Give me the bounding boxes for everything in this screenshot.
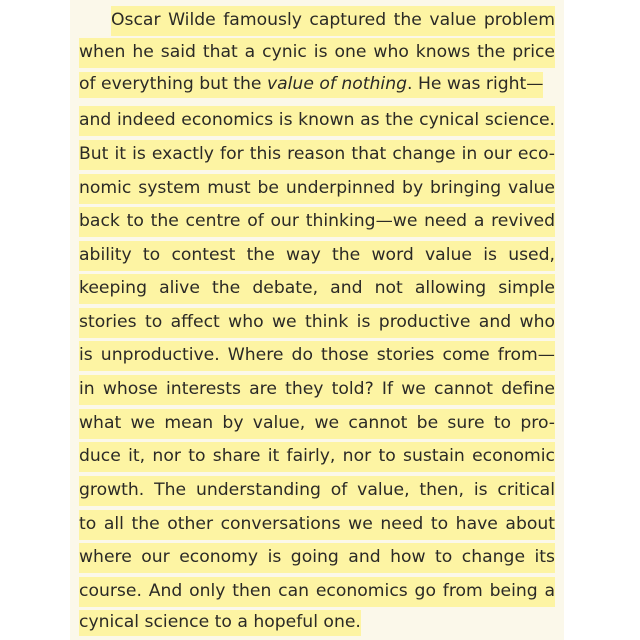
- text-line: [79, 610, 361, 634]
- highlight: stories to affect who we think is productive and who: [79, 308, 555, 338]
- text-line: [79, 543, 555, 567]
- text-line: [79, 140, 555, 164]
- text-line: [79, 174, 555, 198]
- text-line: [79, 308, 555, 332]
- text-line: [79, 38, 555, 62]
- highlight: and indeed economics is known as the cynical science.: [79, 106, 555, 136]
- highlight: ability to contest the way the word value is used,: [79, 241, 555, 271]
- highlight: cynical science to a hopeful one.: [79, 610, 361, 636]
- text-line: [79, 409, 555, 433]
- text-line: [79, 375, 555, 399]
- text-line: [79, 476, 555, 500]
- text-line: [79, 207, 555, 231]
- text-line: [79, 72, 543, 96]
- highlight: But it is exactly for this reason that change in our eco-: [79, 140, 555, 170]
- highlight: in whose interests are they told? If we cannot define: [79, 375, 555, 405]
- line-text: of everything but the: [79, 74, 267, 94]
- text-line: [79, 241, 555, 265]
- text-line: [79, 341, 555, 365]
- highlight: is unproductive. Where do those stories come from—: [79, 341, 555, 371]
- highlight: what we mean by value, we cannot be sure to pro-: [79, 409, 555, 439]
- highlight: [79, 72, 543, 98]
- highlight: back to the centre of our thinking—we need a revived: [79, 207, 555, 237]
- highlight: course. And only then can economics go from being a: [79, 577, 555, 607]
- text-line: [111, 6, 555, 30]
- line-text: . He was right—: [407, 74, 544, 94]
- highlight: Oscar Wilde famously captured the value problem: [111, 6, 555, 36]
- text-line: [79, 442, 555, 466]
- text-line: [79, 577, 555, 601]
- highlight: nomic system must be underpinned by bringing value: [79, 174, 555, 204]
- text-line: [79, 274, 555, 298]
- highlight: keeping alive the debate, and not allowing simple: [79, 274, 555, 304]
- text-line: [79, 510, 555, 534]
- highlight: to all the other conversations we need to have about: [79, 510, 555, 540]
- italic-phrase: value of nothing: [266, 74, 408, 94]
- highlight: duce it, nor to share it fairly, nor to sustain economic: [79, 442, 555, 472]
- highlight: where our economy is going and how to change its: [79, 543, 555, 573]
- highlight: growth. The understanding of value, then, is critical: [79, 476, 555, 506]
- highlight: when he said that a cynic is one who knows the price: [79, 38, 555, 68]
- text-line: [79, 106, 555, 130]
